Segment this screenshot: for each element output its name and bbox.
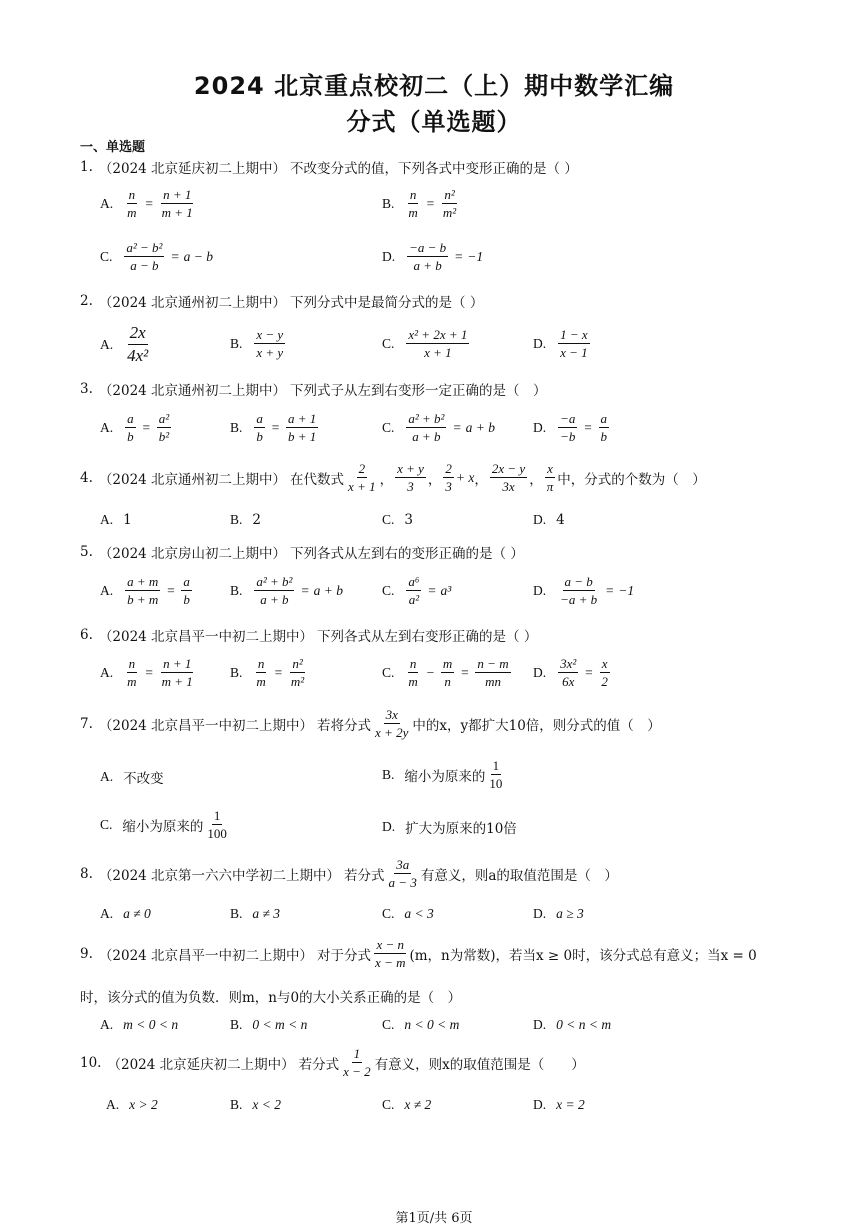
- option-4c: C. 3: [382, 512, 413, 528]
- option-9d: D. 0 < n < m: [533, 1017, 612, 1032]
- option-1c: C. $\frac{\text{a² − b²}}{a - b}$ = a − b: [100, 240, 213, 273]
- option-7b: B. 缩小为原来的 $\frac{1}{10}$: [382, 758, 503, 791]
- question-1: 1. （2024 北京延庆初二上期中） 不改变分式的值，下列各式中变形正确的是（ ）: [80, 159, 578, 177]
- option-7a: A. 不改变: [100, 769, 164, 787]
- option-6b: B. $\frac{n}{m}$ = $\frac{\text{n²}}{\text{m²}}$: [230, 656, 305, 689]
- option-9b: B. 0 < m < n: [230, 1017, 308, 1032]
- option-10d: D. x = 2: [533, 1097, 585, 1112]
- option-2a: A. $\frac{2x}{\text{4x²}}$: [100, 323, 149, 365]
- option-6c: C. $\frac{n}{m}$ − $\frac{m}{n}$ = $\frac{n - m}{mn}$: [382, 656, 509, 689]
- option-1a: A. $\frac{n}{m}$ = $\frac{n + 1}{m + 1}$: [100, 187, 193, 220]
- option-10a: A. x > 2: [106, 1097, 158, 1112]
- option-5d: D. $\frac{a - b}{-a + b}$ = −1: [533, 574, 635, 607]
- page-footer: 第1页/共 6页: [395, 1211, 473, 1226]
- option-8a: A. a ≠ 0: [100, 906, 151, 921]
- option-7c: C. 缩小为原来的 $\frac{1}{100}$: [100, 808, 227, 841]
- question-6: 6. （2024 北京昌平一中初二上期中） 下列各式从左到右变形正确的是（ ）: [80, 627, 538, 645]
- option-4d: D. 4: [533, 512, 565, 528]
- option-10b: B. x < 2: [230, 1097, 281, 1112]
- option-3d: D. $\frac{-a}{-b}$ = $\frac{a}{b}$: [533, 411, 608, 444]
- option-10c: C. x ≠ 2: [382, 1097, 432, 1112]
- option-2b: B. $\frac{x - y}{x + y}$: [230, 327, 284, 360]
- question-9: 9. （2024 北京昌平一中初二上期中） 对于分式 $\frac{x - n}{x - m}$ (m，n为常数)，若当x ≥ 0时，该分式总有意义；当x = 0: [80, 937, 757, 970]
- option-8b: B. a ≠ 3: [230, 906, 281, 921]
- option-3c: C. $\frac{\text{a² + b²}}{a + b}$ = a + b: [382, 411, 495, 444]
- option-4a: A. 1: [100, 512, 132, 528]
- option-9a: A. m < 0 < n: [100, 1017, 179, 1032]
- document-subtitle: 分式（单选题）: [346, 108, 522, 136]
- option-3a: A. $\frac{a}{b}$ = $\frac{\text{a²}}{\text{b²}}$: [100, 411, 170, 444]
- question-10: 10. （2024 北京延庆初二上期中） 若分式 $\frac{1}{x - 2}$ 有意义，则x的取值范围是（ ）: [80, 1046, 585, 1079]
- option-2d: D. $\frac{1 - x}{x - 1}$: [533, 327, 588, 360]
- question-2: 2. （2024 北京通州初二上期中） 下列分式中是最简分式的是（ ）: [80, 293, 484, 311]
- option-7d: D. 扩大为原来的10倍: [382, 819, 517, 837]
- question-7: 7. （2024 北京昌平一中初二上期中） 若将分式 $\frac{3x}{x + 2y}$ 中的x，y都扩大10倍，则分式的值（ ）: [80, 707, 661, 740]
- option-3b: B. $\frac{a}{b}$ = $\frac{a + 1}{b + 1}$: [230, 411, 317, 444]
- option-9c: C. n < 0 < m: [382, 1017, 460, 1032]
- option-8c: C. a < 3: [382, 906, 434, 921]
- question-8: 8. （2024 北京第一六六中学初二上期中） 若分式 $\frac{3a}{a - 3}$ 有意义，则a的取值范围是（ ）: [80, 857, 618, 890]
- question-3: 3. （2024 北京通州初二上期中） 下列式子从左到右变形一定正确的是（ ）: [80, 381, 547, 399]
- option-5c: C. $\frac{\text{a⁶}}{\text{a²}}$ = a³: [382, 574, 452, 607]
- question-5: 5. （2024 北京房山初二上期中） 下列各式从左到右的变形正确的是（ ）: [80, 544, 524, 562]
- option-4b: B. 2: [230, 512, 261, 528]
- option-1d: D. $\frac{-a - b}{a + b}$ = −1: [382, 240, 484, 273]
- question-9-line2: 时，该分式的值为负数．则m，n与0的大小关系正确的是（ ）: [80, 990, 462, 1006]
- option-1b: B. $\frac{n}{m}$ = $\frac{\text{n²}}{\text{m²}}$: [382, 187, 457, 220]
- option-5b: B. $\frac{\text{a² + b²}}{a + b}$ = a + b: [230, 574, 343, 607]
- option-6d: D. $\frac{\text{3x²}}{6x}$ = $\frac{x}{2}$: [533, 656, 608, 689]
- question-4: 4. （2024 北京通州初二上期中） 在代数式 $\frac{2}{x + 1}$ ， $\frac{x + y}{3}$ ， $\frac{2}{3}$ + x ， $\frac{2x - y}{3x}$ ， $\frac{x}{\pi}$ 中，分式的个数为（ ）: [80, 461, 706, 494]
- option-8d: D. a ≥ 3: [533, 906, 584, 921]
- option-5a: A. $\frac{a + m}{b + m}$ = $\frac{a}{b}$: [100, 574, 190, 607]
- section-heading: 一、单选题: [80, 140, 146, 155]
- document-title: 2024 北京重点校初二（上）期中数学汇编: [193, 72, 675, 100]
- option-6a: A. $\frac{n}{m}$ = $\frac{n + 1}{m + 1}$: [100, 656, 193, 689]
- option-2c: C. $\frac{\text{x² + 2x + 1}}{x + 1}$: [382, 327, 468, 360]
